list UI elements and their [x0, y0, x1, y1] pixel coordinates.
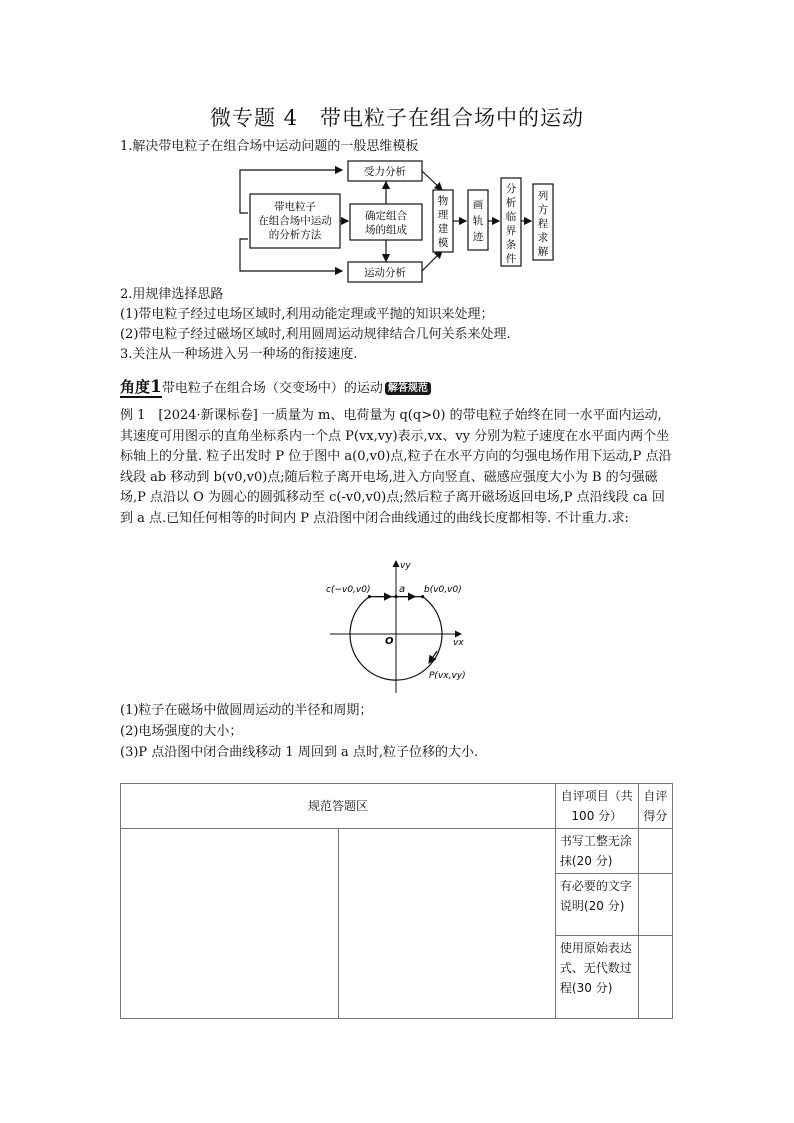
velocity-plane-figure [325, 555, 475, 700]
score-cell-1[interactable] [638, 829, 672, 874]
point-c-label: c(−v0,v0) [326, 585, 371, 595]
model-char-2: 理 [437, 209, 449, 221]
start-line-1: 带电粒子 [274, 201, 316, 213]
criterion-text-explanation: 有必要的文字说明(20 分) [555, 874, 638, 936]
model-char-1: 物 [437, 195, 449, 207]
question-3: (3)P 点沿图中闭合曲线移动 1 周回到 a 点时,粒子位移的大小. [120, 745, 479, 760]
answer-area-left[interactable] [121, 829, 339, 1019]
compose-line-2: 场的组成 [365, 224, 407, 236]
arrow-motion-to-model [422, 251, 442, 271]
critical-char-2: 析 [505, 197, 517, 209]
point-b-label: b(v0,v0) [424, 585, 462, 595]
point-a [394, 595, 397, 598]
angle-title: 带电粒子在组合场（交变场中）的运动 [161, 381, 383, 396]
point-c [368, 595, 371, 598]
motion-analysis-label: 运动分析 [364, 267, 406, 279]
model-char-4: 模 [437, 237, 449, 249]
answer-area-right[interactable] [338, 829, 555, 1019]
point-a-label: a [399, 584, 406, 595]
section-2-heading: 2.用规律选择思路 [120, 287, 224, 302]
section-1-heading: 1.解决带电粒子在组合场中运动问题的一般思维模板 [120, 139, 419, 154]
thinking-template-diagram [230, 158, 590, 286]
track-char-1: 画 [472, 199, 484, 211]
score-cell-3[interactable] [638, 936, 672, 1019]
critical-char-6: 件 [505, 253, 517, 265]
vx-label: vx [453, 638, 464, 648]
page-title: 微专题 4 带电粒子在组合场中的运动 [209, 106, 585, 130]
equation-char-4: 求 [537, 232, 549, 244]
start-line-3: 的分析方法 [268, 229, 322, 241]
angle-tag: 角度1 [120, 377, 162, 397]
force-analysis-label: 受力分析 [364, 166, 406, 178]
self-eval-score-header: 自评得分 [638, 784, 672, 829]
equation-char-3: 程 [537, 218, 549, 230]
equation-char-5: 解 [537, 246, 549, 258]
score-cell-2[interactable] [638, 874, 672, 936]
answer-area-header: 规范答题区 [121, 784, 556, 829]
criterion-neat-writing: 书写工整无涂抹(20 分) [555, 829, 638, 874]
section-3: 3.关注从一种场进入另一种场的衔接速度. [120, 347, 358, 362]
point-p-label: P(vx,vy) [429, 671, 466, 681]
self-eval-items-header: 自评项目（共 100 分） [555, 784, 638, 829]
criterion-original-expressions: 使用原始表达式、无代数过程(30 分) [555, 936, 638, 1019]
start-line-2: 在组合场中运动 [258, 215, 332, 227]
compose-line-1: 确定组合 [365, 210, 407, 222]
answer-table [120, 783, 673, 1019]
vy-label: vy [400, 561, 411, 571]
point-b [421, 595, 424, 598]
answer-standard-badge: 解答规范 [385, 382, 431, 395]
question-1: (1)粒子在磁场中做圆周运动的半径和周期； [120, 703, 373, 718]
angle-heading [120, 377, 431, 399]
critical-char-3: 临 [505, 211, 517, 223]
track-char-3: 迹 [472, 231, 484, 243]
critical-char-1: 分 [505, 183, 517, 195]
equation-char-1: 列 [537, 190, 549, 202]
critical-char-4: 界 [505, 225, 517, 237]
example-1-text: 例 1 [2024·新课标卷] 一质量为 m、电荷量为 q(q>0) 的带电粒子始终在同一水平面内运动,其速度可用图示的直角坐标系内一个点 P(vx,vy)表示,vx、vy 分别为粒子速度在水平面内两个坐标轴上的分量. 粒子出发时 P 位于图中 a(0,v0)点,粒子在水平方向的匀强电场作用下运动,P 点沿线段 ab 移动到 b(v0,v0)点;随后粒子离开电场,进入方向竖直、磁感应强度大小为 B 的匀强磁场,P 点沿以 O 为圆心的圆弧移动至 c(-v0,v0)点;然后粒子离开磁场返回电场,P 点沿线段 ca 回到 a 点.已知任何相等的时间内 P 点沿图中闭合曲线通过的曲线长度都相等. 不计重力.求: [120, 408, 672, 526]
origin-label: O [385, 636, 394, 647]
arrow-force-to-model [422, 171, 442, 190]
model-char-3: 建 [437, 223, 449, 235]
section-2-item-1: (1)带电粒子经过电场区域时,利用动能定理或平抛的知识来处理； [120, 307, 494, 322]
section-2-item-2: (2)带电粒子经过磁场区域时,利用圆周运动规律结合几何关系来处理. [120, 327, 511, 342]
question-2: (2)电场强度的大小； [120, 724, 243, 739]
track-char-2: 轨 [472, 215, 484, 227]
critical-char-5: 条 [505, 239, 517, 251]
equation-char-2: 方 [537, 204, 549, 216]
